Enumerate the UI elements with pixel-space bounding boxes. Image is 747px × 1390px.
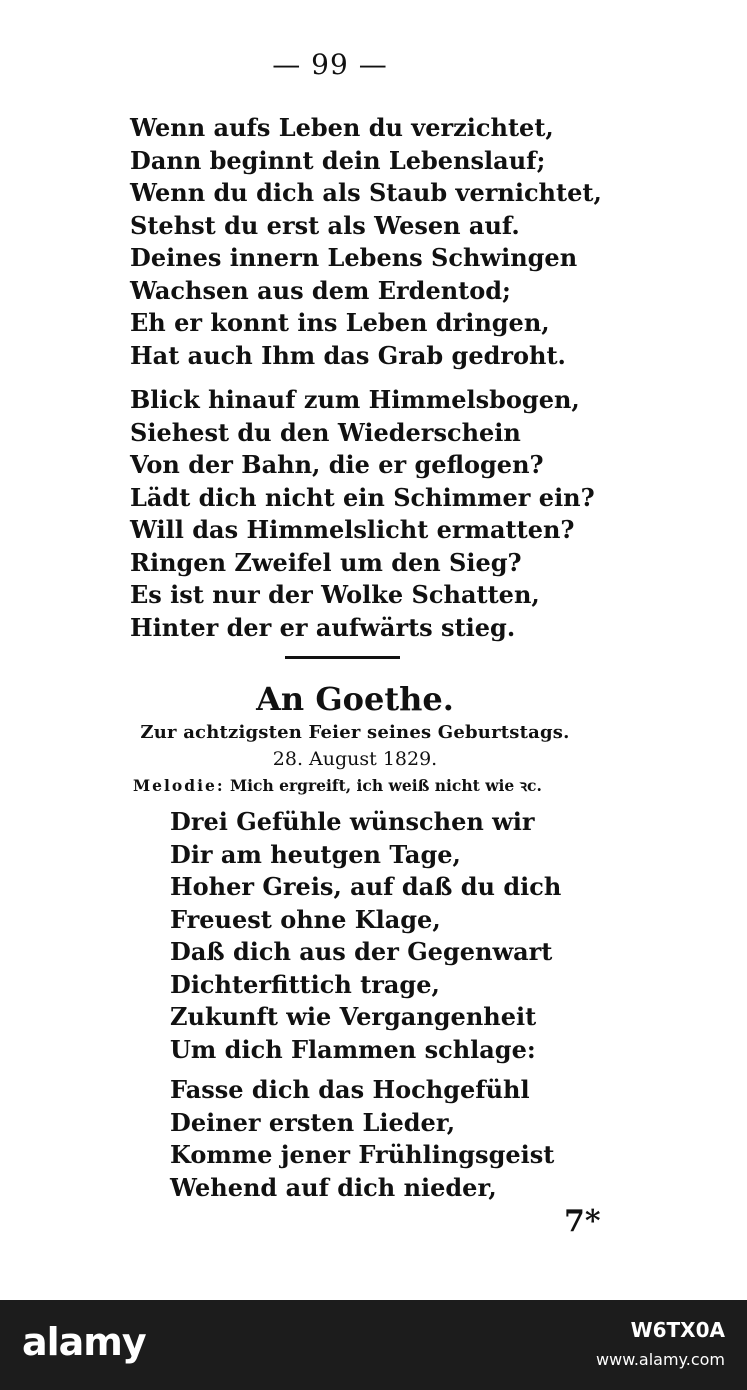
section-divider: [285, 656, 400, 659]
melody-text: Mich ergreift, ich weiß nicht wie ꝛc.: [229, 776, 542, 795]
page-number: — 99 —: [272, 48, 388, 81]
verse-line: Stehst du erst als Wesen auf.: [130, 210, 520, 240]
verse-line: Zukunft wie Vergangenheit: [170, 1002, 537, 1031]
alamy-logo: alamy: [22, 1320, 146, 1364]
poem-date: 28. August 1829.: [272, 748, 438, 770]
poem-title: An Goethe.: [256, 680, 454, 718]
signature-mark: 7*: [564, 1204, 601, 1239]
verse-line: Hinter der er aufwärts stieg.: [130, 612, 516, 642]
footer-url: www.alamy.com: [596, 1350, 725, 1369]
melody-note: [133, 774, 542, 796]
poem-subtitle: Zur achtzigsten Feier seines Geburtstags.: [140, 722, 570, 743]
melody-label: Melodie:: [133, 776, 225, 795]
verse-line: Lädt dich nicht ein Schimmer ein?: [130, 482, 595, 512]
verse-line: Um dich Flammen schlage:: [170, 1034, 536, 1064]
stanza-1: [130, 112, 602, 372]
image-id: W6TX0A: [630, 1318, 725, 1342]
verse-line: Deines innern Lebens Schwingen: [130, 243, 578, 272]
verse-line: Eh er konnt ins Leben dringen,: [130, 308, 550, 337]
stanza-4: [170, 1074, 554, 1204]
verse-line: Es ist nur der Wolke Schatten,: [130, 580, 540, 609]
verse-line: Blick hinauf zum Himmelsbogen,: [130, 385, 580, 414]
watermark-footer: [0, 1300, 747, 1390]
verse-line: Wenn aufs Leben du verzichtet,: [130, 113, 554, 142]
verse-line: Freuest ohne Klage,: [170, 904, 441, 934]
verse-line: Dir am heutgen Tage,: [170, 839, 461, 869]
verse-line: Siehest du den Wiederschein: [130, 417, 521, 447]
verse-line: Will das Himmelslicht ermatten?: [130, 515, 575, 544]
verse-line: Hoher Greis, auf daß du dich: [170, 872, 562, 901]
verse-line: Hat auch Ihm das Grab gedroht.: [130, 340, 566, 370]
verse-line: Ringen Zweifel um den Sieg?: [130, 547, 522, 577]
verse-line: Deiner ersten Lieder,: [170, 1107, 456, 1137]
verse-line: Von der Bahn, die er geflogen?: [130, 450, 544, 479]
verse-line: Dann beginnt dein Lebenslauf;: [130, 145, 546, 175]
verse-line: Komme jener Frühlingsgeist: [170, 1140, 555, 1169]
verse-line: Drei Gefühle wünschen wir: [170, 807, 535, 836]
verse-line: Dichterfittich trage,: [170, 969, 440, 999]
stanza-2: [130, 384, 595, 644]
verse-line: Wenn du dich als Staub vernichtet,: [130, 178, 602, 207]
verse-line: Daß dich aus der Gegenwart: [170, 937, 553, 966]
stanza-3: [170, 806, 561, 1066]
verse-line: Fasse dich das Hochgefühl: [170, 1075, 530, 1104]
verse-line: Wehend auf dich nieder,: [170, 1172, 497, 1202]
verse-line: Wachsen aus dem Erdentod;: [130, 275, 511, 305]
